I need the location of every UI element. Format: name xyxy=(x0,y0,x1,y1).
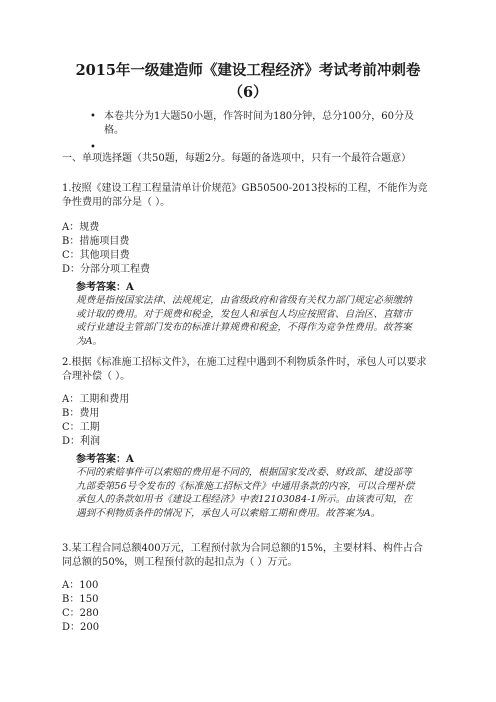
answer-value: A xyxy=(126,282,134,293)
section-header: 一、单项选择题（共50题，每题2分。每题的备选项中，只有一个最符合题意） xyxy=(62,153,412,164)
answer-value: A xyxy=(126,454,134,465)
option-a: A：工期和费用 xyxy=(62,394,130,405)
explanation-1: 规费是指按国家法律、法规规定，由省级政府和省级有关权力部门规定必须缴纳或计取的费用。对于规费和税金，发包人和承包人均应按照省、自治区、直辖市或行业建设主管部门发布的标准计算规费和税金，不得作为竞争性费用。故答案为A。 xyxy=(76,295,412,347)
question-1-options xyxy=(62,221,262,277)
note-item: • 本卷共分为1大题50小题，作答时间为180分钟，总分100分，60分及格。 xyxy=(90,111,414,136)
option-b: B：措施项目费 xyxy=(62,236,130,247)
option-d: D：利润 xyxy=(62,436,101,447)
answer-line-2 xyxy=(76,453,134,466)
question-2-text: 2.根据《标准施工招标文件》，在施工过程中遇到不利物质条件时，承包人可以要求合理补偿（ ）。 xyxy=(62,357,427,382)
option-d: D：分部分项工程费 xyxy=(62,264,151,275)
option-d: D：200 xyxy=(62,622,100,633)
answer-label: 参考答案： xyxy=(76,454,126,465)
question-3-text: 3.某工程合同总额400万元，工程预付款为合同总额的15%，主要材料、构件占合同总额的50%，则工程预付款的起扣点为（ ）万元。 xyxy=(62,543,423,568)
answer-label: 参考答案： xyxy=(76,282,126,293)
question-2-options xyxy=(62,393,262,449)
option-b: B：费用 xyxy=(62,408,100,419)
option-c: C：工期 xyxy=(62,422,100,433)
bullet-icon: • xyxy=(90,142,96,153)
option-c: C：其他项目费 xyxy=(62,250,130,261)
option-c: C：280 xyxy=(62,608,99,619)
bullet-icon: • xyxy=(90,111,96,122)
option-a: A：规费 xyxy=(62,222,100,233)
exam-notes xyxy=(90,110,430,153)
document-title: 2015年一级建造师《建设工程经济》考试考前冲刺卷（6） xyxy=(75,62,421,101)
explanation-2: 不同的索赔事件可以索赔的费用是不同的，根据国家发改委、财政部、建设部等九部委第56号令发布的《标准施工招标文件》中通用条款的内容，可以合理补偿承包人的条款如用书《建设工程经济》中表12103084-1所示。由该表可知，在遇到不利物质条件的情况下，承包人可以索赔工期和费用。故答案为A。 xyxy=(76,467,415,519)
question-1-text: 1.按照《建设工程工程量清单计价规范》GB50500-2013投标的工程，不能作为竞争性费用的部分是（ ）。 xyxy=(62,183,428,208)
question-3-options xyxy=(62,579,262,635)
answer-line-1 xyxy=(76,281,134,294)
option-b: B：150 xyxy=(62,594,99,605)
option-a: A：100 xyxy=(62,580,99,591)
